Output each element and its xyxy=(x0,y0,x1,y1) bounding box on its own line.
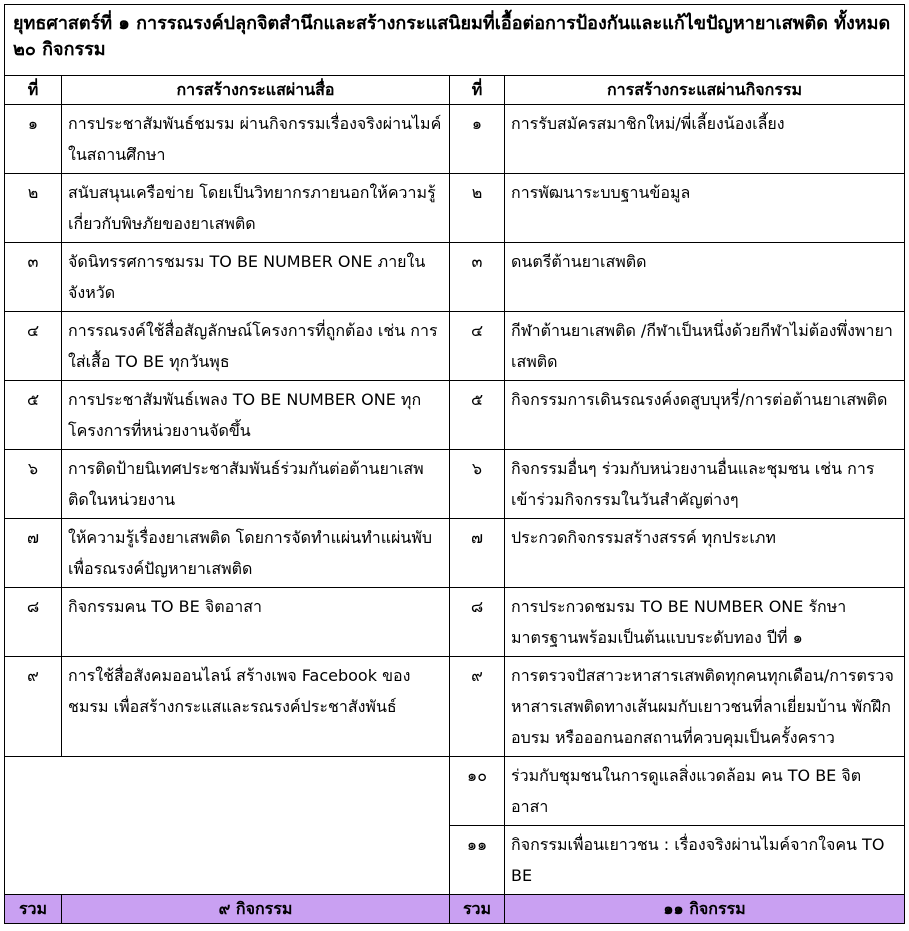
table-row xyxy=(5,519,905,588)
media-empty-cell xyxy=(5,757,450,895)
activity-text: ประกวดกิจกรรมสร้างสรรค์ ทุกประเภท xyxy=(505,519,905,588)
media-no: ๔ xyxy=(5,312,62,381)
media-text: การใช้สื่อสังคมออนไลน์ สร้างเพจ Facebook ของชมรม เพื่อสร้างกระแสและรณรงค์ประชาสังพันธ์ xyxy=(62,657,450,757)
media-text: การรณรงค์ใช้สื่อสัญลักษณ์โครงการที่ถูกต้อง เช่น การใส่เสื้อ TO BE ทุกวันพุธ xyxy=(62,312,450,381)
activity-text: การประกวดชมรม TO BE NUMBER ONE รักษามาตรฐานพร้อมเป็นต้นแบบระดับทอง ปีที่ ๑ xyxy=(505,588,905,657)
activity-text: การตรวจปัสสาวะหาสารเสพติดทุกคนทุกเดือน/การตรวจหาสารเสพติดทางเส้นผมกับเยาวชนที่ลาเยี่ยมบ้าน พักฝึกอบรม หรือออกนอกสถานที่ควบคุมเป็นครั้งคราว xyxy=(505,657,905,757)
activity-table-frame xyxy=(4,4,904,927)
media-no: ๘ xyxy=(5,588,62,657)
table-row xyxy=(5,381,905,450)
table-row xyxy=(5,657,905,757)
table-row xyxy=(5,174,905,243)
activity-text: การพัฒนาระบบฐานข้อมูล xyxy=(505,174,905,243)
media-text: กิจกรรมคน TO BE จิตอาสา xyxy=(62,588,450,657)
media-text: การประชาสัมพันธ์ชมรม ผ่านกิจกรรมเรื่องจริงผ่านไมค์ ในสถานศึกษา xyxy=(62,105,450,174)
media-no: ๒ xyxy=(5,174,62,243)
table-title: ยุทธศาสตร์ที่ ๑ การรณรงค์ปลุกจิตสำนึกและสร้างกระแสนิยมที่เอื้อต่อการป้องกันและแก้ไขปัญหายาเสพติด ทั้งหมด ๒๐ กิจกรรม xyxy=(5,5,905,76)
strategy-table xyxy=(4,4,905,924)
activity-no: ๑๐ xyxy=(450,757,505,826)
summary-right-label: รวม xyxy=(450,895,505,924)
header-row xyxy=(5,76,905,105)
activity-text: ดนตรีต้านยาเสพติด xyxy=(505,243,905,312)
header-activity: การสร้างกระแสผ่านกิจกรรม xyxy=(505,76,905,105)
activity-text: กีฬาต้านยาเสพติด /กีฬาเป็นหนึ่งด้วยกีฬาไม่ต้องพึ่งพายาเสพติด xyxy=(505,312,905,381)
table-row xyxy=(5,312,905,381)
media-no: ๗ xyxy=(5,519,62,588)
activity-text: กิจกรรมอื่นๆ ร่วมกับหน่วยงานอื่นและชุมชน เช่น การเข้าร่วมกิจกรรมในวันสำคัญต่างๆ xyxy=(505,450,905,519)
media-no: ๙ xyxy=(5,657,62,757)
header-media: การสร้างกระแสผ่านสื่อ xyxy=(62,76,450,105)
table-row xyxy=(5,588,905,657)
summary-media-total: ๙ กิจกรรม xyxy=(62,895,450,924)
table-row xyxy=(5,757,905,826)
media-no: ๑ xyxy=(5,105,62,174)
media-text: การติดป้ายนิเทศประชาสัมพันธ์ร่วมกันต่อต้านยาเสพติดในหน่วยงาน xyxy=(62,450,450,519)
summary-left-label: รวม xyxy=(5,895,62,924)
summary-activity-total: ๑๑ กิจกรรม xyxy=(505,895,905,924)
activity-no: ๗ xyxy=(450,519,505,588)
table-row xyxy=(5,105,905,174)
activity-text: การรับสมัครสมาชิกใหม่/พี่เลี้ยงน้องเลี้ยง xyxy=(505,105,905,174)
activity-no: ๒ xyxy=(450,174,505,243)
activity-no: ๙ xyxy=(450,657,505,757)
activity-no: ๔ xyxy=(450,312,505,381)
media-text: จัดนิทรรศการชมรม TO BE NUMBER ONE ภายในจังหวัด xyxy=(62,243,450,312)
media-text: ให้ความรู้เรื่องยาเสพติด โดยการจัดทำแผ่นทำแผ่นพับ เพื่อรณรงค์ปัญหายาเสพติด xyxy=(62,519,450,588)
activity-no: ๑๑ xyxy=(450,826,505,895)
activity-text: กิจกรรมเพื่อนเยาวชน : เรื่องจริงผ่านไมค์จากใจคน TO BE xyxy=(505,826,905,895)
table-row xyxy=(5,450,905,519)
table-row xyxy=(5,243,905,312)
media-text: การประชาสัมพันธ์เพลง TO BE NUMBER ONE ทุกโครงการที่หน่วยงานจัดขึ้น xyxy=(62,381,450,450)
header-no-right: ที่ xyxy=(450,76,505,105)
activity-no: ๘ xyxy=(450,588,505,657)
header-no-left: ที่ xyxy=(5,76,62,105)
media-no: ๕ xyxy=(5,381,62,450)
activity-text: กิจกรรมการเดินรณรงค์งดสูบบุหรี่/การต่อต้านยาเสพติด xyxy=(505,381,905,450)
activity-no: ๖ xyxy=(450,450,505,519)
activity-no: ๑ xyxy=(450,105,505,174)
media-text: สนับสนุนเครือข่าย โดยเป็นวิทยากรภายนอกให้ความรู้เกี่ยวกับพิษภัยของยาเสพติด xyxy=(62,174,450,243)
summary-row xyxy=(5,895,905,924)
activity-no: ๕ xyxy=(450,381,505,450)
activity-text: ร่วมกับชุมชนในการดูแลสิ่งแวดล้อม คน TO BE จิตอาสา xyxy=(505,757,905,826)
media-no: ๖ xyxy=(5,450,62,519)
activity-no: ๓ xyxy=(450,243,505,312)
media-no: ๓ xyxy=(5,243,62,312)
